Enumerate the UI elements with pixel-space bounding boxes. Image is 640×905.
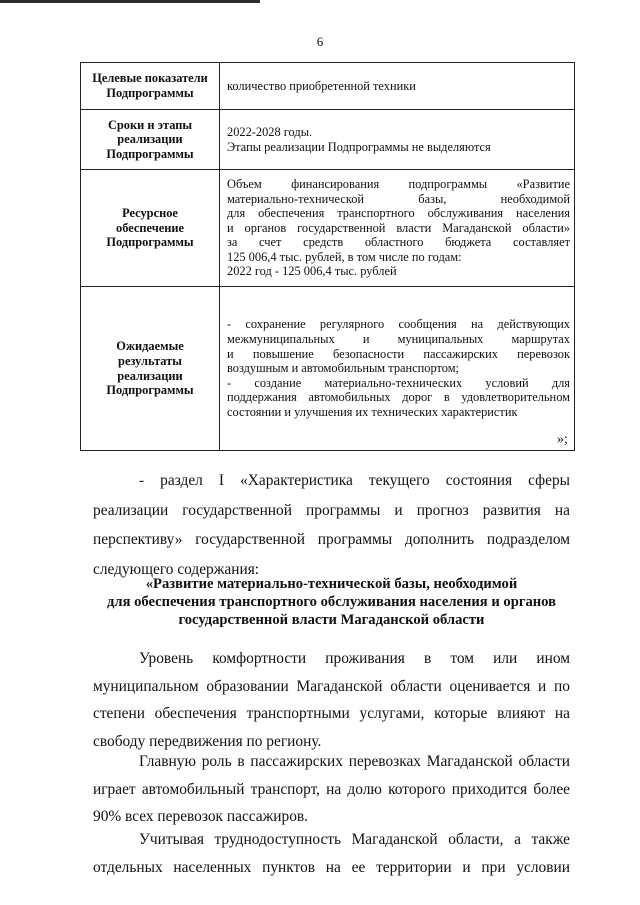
label-line: результаты xyxy=(118,353,182,368)
paragraph-road-transport: Главную роль в пассажирских перевозках Магаданской области играет автомобильный транспорт, на долю которого приходится более 90% всех перевозок пассажиров. xyxy=(93,753,570,825)
value-line: для обеспечения транспортного обслуживания населения xyxy=(227,206,570,221)
label-line: Подпрограммы xyxy=(106,86,194,100)
table-row-target-indicators xyxy=(81,63,575,110)
table-row-resource-support xyxy=(81,170,575,287)
heading-line: для обеспечения транспортного обслуживания населения и органов xyxy=(107,594,556,610)
value-line: количество приобретенной техники xyxy=(227,78,416,93)
row-label-target-indicators xyxy=(81,63,220,110)
row-value-resource-support xyxy=(220,170,575,287)
label-line: Подпрограммы xyxy=(106,383,194,398)
label-line: Ресурсное xyxy=(122,206,178,221)
value-line: Объем финансирования подпрограммы «Развитие xyxy=(227,176,570,191)
label-line: Подпрограммы xyxy=(106,146,194,161)
intro-paragraph-block xyxy=(93,466,570,584)
subprogram-passport-table xyxy=(80,62,575,451)
intro-paragraph: - раздел I «Характеристика текущего состояния сферы реализации государственной программы и прогноз развития на перспективу» государственной программы дополнить подразделом следующего содержания: xyxy=(93,472,570,578)
value-line: материально-технической базы, необходимой xyxy=(227,191,570,206)
paragraph-block xyxy=(93,645,570,755)
table-row-expected-results xyxy=(81,287,575,451)
value-line: - сохранение регулярного сообщения на действующих xyxy=(227,317,570,332)
label-line: обеспечение xyxy=(116,220,184,235)
label-line: Целевые показатели xyxy=(92,71,208,86)
value-line: поддержания автомобильных дорог в удовлетворительном xyxy=(227,390,570,405)
value-line: и повышение безопасности пассажирских перевозок xyxy=(227,346,570,361)
label-line: реализации xyxy=(117,368,183,383)
label-line: Подпрограммы xyxy=(106,235,194,250)
value-line: Этапы реализации Подпрограммы не выделяются xyxy=(227,139,491,154)
label-line: реализации xyxy=(117,132,183,147)
value-line: - создание материально-технических условий для xyxy=(227,375,570,390)
heading-line: «Развитие материально-технической базы, необходимой xyxy=(145,576,518,592)
scan-edge-line xyxy=(0,0,260,3)
table-row-terms-stages xyxy=(81,110,575,170)
value-line: за счет средств областного бюджета составляет xyxy=(227,235,570,250)
value-line: 2022 год - 125 006,4 тыс. рублей xyxy=(227,264,397,279)
row-label-expected-results xyxy=(81,287,220,451)
subsection-heading xyxy=(93,575,570,629)
value-line: 125 006,4 тыс. рублей, в том числе по годам: xyxy=(227,249,462,264)
row-value-terms-stages xyxy=(220,110,575,170)
paragraph-inaccessibility: Учитывая труднодоступность Магаданской области, а также отдельных населенных пунктов на ее территории и при условии xyxy=(93,831,570,876)
value-line: и органов государственной власти Магаданской области» xyxy=(227,220,570,235)
row-label-resource-support xyxy=(81,170,220,287)
row-value-expected-results xyxy=(220,287,575,451)
value-line: межмуниципальных и муниципальных маршрутах xyxy=(227,332,570,347)
page-number: 6 xyxy=(316,34,324,49)
heading-line: государственной власти Магаданской области xyxy=(178,612,485,628)
paragraph-block xyxy=(93,826,570,881)
value-line: 2022-2028 годы. xyxy=(227,124,313,139)
label-line: Ожидаемые xyxy=(116,339,184,354)
value-line: воздушным и автомобильным транспортом; xyxy=(227,361,459,376)
paragraph-block xyxy=(93,748,570,831)
row-value-target-indicators xyxy=(220,63,575,110)
table-closing-mark: »; xyxy=(557,432,568,447)
label-line: Сроки и этапы xyxy=(107,117,193,132)
paragraph-comfort: Уровень комфортности проживания в том или ином муниципальном образовании Магаданской области оценивается и по степени обеспечения транспортными услугами, которые влияют на свободу передвижения по региону. xyxy=(93,650,570,750)
value-line: состоянии и улучшения их технических характеристик xyxy=(227,404,518,419)
row-label-terms-stages xyxy=(81,110,220,170)
